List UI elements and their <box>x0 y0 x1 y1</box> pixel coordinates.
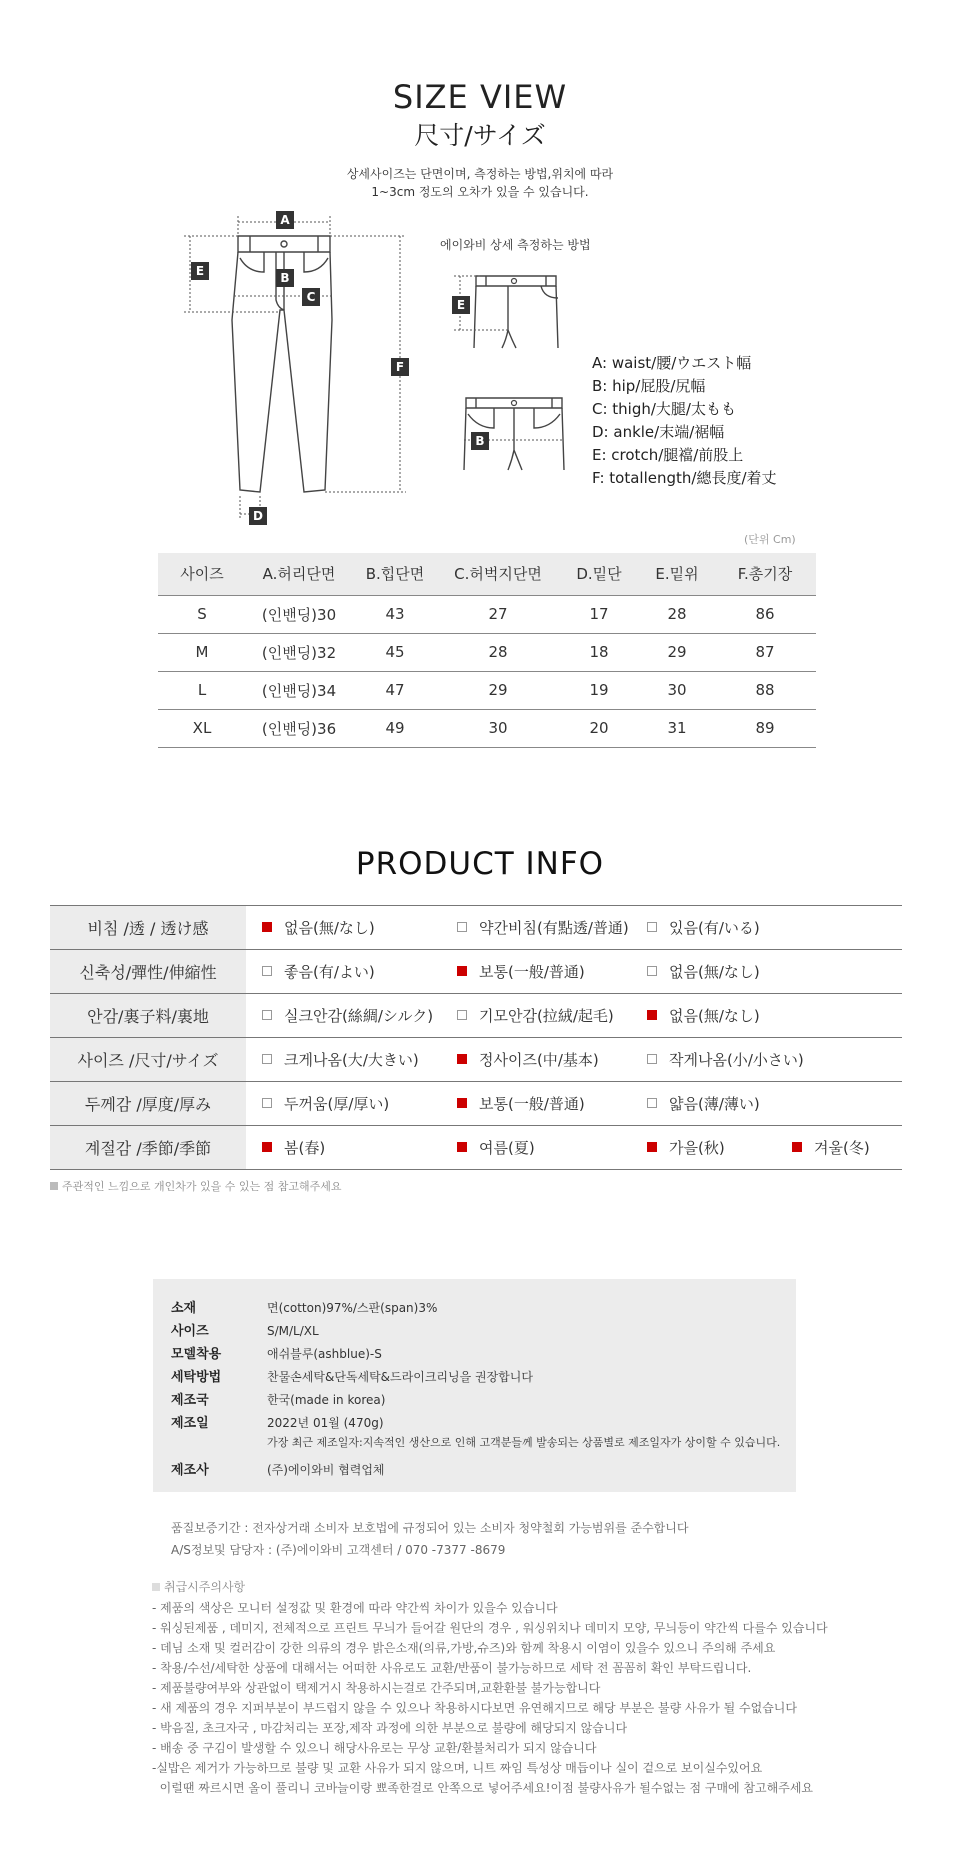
option-size-true <box>441 1038 631 1082</box>
note-text: 주관적인 느낌으로 개인차가 있을 수 있는 점 참고해주세요 <box>62 1180 342 1193</box>
product-info-note <box>50 1178 342 1194</box>
measurement-legend <box>592 352 777 490</box>
option-label: 없음(無/なし) <box>669 963 760 981</box>
checkbox-checked <box>457 1142 467 1152</box>
spec-row <box>171 1412 796 1435</box>
option-season-spring <box>246 1126 441 1170</box>
product-info-label: 비침 /透 / 透け感 <box>50 906 246 950</box>
product-info-table <box>50 905 902 1170</box>
unit-label: (단위 Cm) <box>744 533 796 546</box>
size-intro-line: 상세사이즈는 단면이며, 측정하는 방법,위치에 따라 <box>346 167 614 181</box>
pants-diagram <box>180 200 420 530</box>
spec-row <box>171 1320 796 1343</box>
product-info-label: 계절감 /季節/季節 <box>50 1126 246 1170</box>
option-label: 여름(夏) <box>479 1139 535 1157</box>
table-cell: 43 <box>352 595 438 633</box>
table-row <box>158 709 816 747</box>
care-item: - 제품불량여부와 상관없이 택제거시 착용하시는걸로 간주되며,교환환불 불가능합니다 <box>152 1681 601 1695</box>
care-title <box>152 1578 245 1595</box>
product-info-label: 안감/裏子料/裏地 <box>50 994 246 1038</box>
option-label: 얇음(薄/薄い) <box>669 1095 760 1113</box>
column-header: A.허리단면 <box>246 553 352 595</box>
option-lining-fleece <box>441 994 631 1038</box>
option-transparency-slight <box>441 906 631 950</box>
table-cell: 28 <box>438 633 558 671</box>
spec-value: 한국(made in korea) <box>267 1393 386 1407</box>
table-cell: 87 <box>714 633 816 671</box>
checkbox-unchecked <box>647 966 657 976</box>
checkbox-unchecked <box>457 922 467 932</box>
option-label: 겨울(冬) <box>814 1139 870 1157</box>
checkbox-checked <box>262 1142 272 1152</box>
spec-value: S/M/L/XL <box>267 1324 319 1338</box>
spec-key: 사이즈 <box>171 1324 209 1339</box>
checkbox-unchecked <box>262 1098 272 1108</box>
spec-row <box>171 1459 796 1482</box>
spec-value: 2022년 01월 (470g) <box>267 1416 384 1430</box>
option-label: 좋음(有/よい) <box>284 963 375 981</box>
option-label: 보통(一般/普通) <box>479 1095 585 1113</box>
option-label: 실크안감(絲綢/シルク) <box>284 1007 434 1025</box>
product-info-row <box>50 1038 902 1082</box>
legend-item: D: ankle/末端/裾幅 <box>592 423 725 441</box>
checkbox-checked <box>792 1142 802 1152</box>
guarantee-info <box>171 1517 688 1561</box>
spec-key: 모델착용 <box>171 1347 222 1362</box>
table-cell: XL <box>158 709 246 747</box>
column-header: B.힙단면 <box>352 553 438 595</box>
checkbox-unchecked <box>457 1010 467 1020</box>
table-row <box>158 671 816 709</box>
care-title-text: 취급시주의사항 <box>164 1580 246 1594</box>
spec-key: 세탁방법 <box>171 1370 222 1385</box>
checkbox-checked <box>647 1142 657 1152</box>
checkbox-checked <box>647 1010 657 1020</box>
option-label: 크게나옴(大/大きい) <box>284 1051 419 1069</box>
option-size-small <box>631 1038 902 1082</box>
option-size-large <box>246 1038 441 1082</box>
product-info-label: 신축성/彈性/伸縮性 <box>50 950 246 994</box>
option-stretch-good <box>246 950 441 994</box>
checkbox-unchecked <box>262 1010 272 1020</box>
table-cell: 49 <box>352 709 438 747</box>
size-view-subtitle: 尺寸/サイズ <box>414 121 546 150</box>
care-item: - 워싱된제품 , 데미지, 전체적으로 프린트 무늬가 들어갈 원단의 경우 , 워싱위치나 데미지 모양, 무늬등이 약간씩 다를수 있습니다 <box>152 1621 828 1635</box>
column-header: 사이즈 <box>158 553 246 595</box>
spec-box <box>153 1279 796 1492</box>
table-cell: 18 <box>558 633 640 671</box>
option-label: 기모안감(拉絨/起毛) <box>479 1007 614 1025</box>
product-info-row <box>50 1082 902 1126</box>
option-lining-none <box>631 994 902 1038</box>
table-cell: 30 <box>640 671 714 709</box>
size-intro <box>0 165 960 201</box>
method-label-e: E <box>452 296 470 314</box>
spec-value: 면(cotton)97%/스판(span)3% <box>267 1301 438 1315</box>
diagram-label-d: D <box>249 507 267 525</box>
guarantee-line: A/S정보및 담당자 : (주)에이와비 고객센터 / 070 -7377 -8679 <box>171 1543 506 1557</box>
option-transparency-yes <box>631 906 902 950</box>
table-cell: 29 <box>640 633 714 671</box>
checkbox-checked <box>457 1054 467 1064</box>
care-item: - 데님 소재 및 컬러감이 강한 의류의 경우 밝은소재(의류,가방,슈즈)와 함께 착용시 이염이 있을수 있으니 주의해 주세요 <box>152 1641 776 1655</box>
table-cell: 27 <box>438 595 558 633</box>
checkbox-unchecked <box>647 922 657 932</box>
table-cell: 17 <box>558 595 640 633</box>
size-intro-line: 1~3cm 정도의 오차가 있을 수 있습니다. <box>371 185 589 199</box>
table-row <box>158 633 816 671</box>
column-header: F.총기장 <box>714 553 816 595</box>
method-title: 에이와비 상세 측정하는 방법 <box>440 238 591 252</box>
option-stretch-normal <box>441 950 631 994</box>
checkbox-unchecked <box>647 1098 657 1108</box>
product-info-row <box>50 994 902 1038</box>
table-cell: (인밴딩)34 <box>246 671 352 709</box>
care-item: - 제품의 색상은 모니터 설정값 및 환경에 따라 약간씩 차이가 있을수 있습니다 <box>152 1601 558 1615</box>
option-label: 정사이즈(中/基本) <box>479 1051 599 1069</box>
checkbox-unchecked <box>262 966 272 976</box>
option-season-summer <box>441 1126 631 1170</box>
table-cell: 31 <box>640 709 714 747</box>
product-info-label: 사이즈 /尺寸/サイズ <box>50 1038 246 1082</box>
table-cell: 20 <box>558 709 640 747</box>
checkbox-checked <box>457 1098 467 1108</box>
table-cell: 89 <box>714 709 816 747</box>
spec-key: 제조사 <box>171 1463 209 1478</box>
size-view-title: SIZE VIEW <box>392 78 568 116</box>
option-label: 작게나옴(小/小さい) <box>669 1051 804 1069</box>
legend-item: C: thigh/大腿/太もも <box>592 400 736 418</box>
spec-row <box>171 1343 796 1366</box>
spec-value: 애쉬블루(ashblue)-S <box>267 1347 382 1361</box>
option-stretch-none <box>631 950 902 994</box>
care-item: - 새 제품의 경우 지퍼부분이 부드럽지 않을 수 있으나 착용하시다보면 유연해지므로 해당 부분은 불량 사유가 될 수없습니다 <box>152 1701 797 1715</box>
size-table <box>158 553 816 748</box>
column-header: E.밑위 <box>640 553 714 595</box>
spec-row <box>171 1366 796 1389</box>
manufacture-date-note: 가장 최근 제조일자:지속적인 생산으로 인해 고객분들께 발송되는 상품별로 제조일자가 상이할 수 있습니다. <box>267 1436 781 1449</box>
option-label: 가을(秋) <box>669 1139 725 1157</box>
option-label: 봄(春) <box>284 1139 326 1157</box>
table-cell: M <box>158 633 246 671</box>
option-lining-silk <box>246 994 441 1038</box>
diagram-label-b: B <box>276 269 294 287</box>
checkbox-unchecked <box>647 1054 657 1064</box>
care-item: - 박음질, 초크자국 , 마감처리는 포장,제작 과정에 의한 부분으로 불량에 해당되지 않습니다 <box>152 1721 628 1735</box>
spec-key: 소재 <box>171 1301 197 1316</box>
diagram-label-a: A <box>276 211 294 229</box>
table-cell: 45 <box>352 633 438 671</box>
diagram-label-f: F <box>391 358 409 376</box>
product-info-title: PRODUCT INFO <box>355 846 605 882</box>
checkbox-checked <box>457 966 467 976</box>
care-item: - 배송 중 구김이 발생할 수 있으니 해당사유로는 무상 교환/환불처리가 되지 않습니다 <box>152 1741 597 1755</box>
table-cell: 47 <box>352 671 438 709</box>
diagram-label-e: E <box>191 262 209 280</box>
checkbox-checked <box>262 922 272 932</box>
product-info-row <box>50 1126 902 1170</box>
spec-key: 제조국 <box>171 1393 209 1408</box>
option-label: 약간비침(有點透/普通) <box>479 919 629 937</box>
option-thickness-thin <box>631 1082 902 1126</box>
care-item: -실밥은 제거가 가능하므로 불량 및 교환 사유가 되지 않으며, 니트 짜임 특성상 매듭이나 실이 겉으로 보이실수있어요 <box>152 1761 763 1775</box>
care-list <box>152 1598 828 1798</box>
guarantee-line: 품질보증기간 : 전자상거래 소비자 보호법에 규정되어 있는 소비자 청약철회 가능범위를 준수합니다 <box>171 1521 689 1535</box>
spec-key: 제조일 <box>171 1416 209 1431</box>
option-label: 있음(有/いる) <box>669 919 760 937</box>
table-cell: (인밴딩)32 <box>246 633 352 671</box>
option-label: 없음(無/なし) <box>669 1007 760 1025</box>
table-cell: L <box>158 671 246 709</box>
legend-item: E: crotch/腿襠/前股上 <box>592 446 744 464</box>
table-cell: S <box>158 595 246 633</box>
bullet-square-icon <box>50 1182 58 1190</box>
table-cell: 30 <box>438 709 558 747</box>
option-label: 두꺼움(厚/厚い) <box>284 1095 390 1113</box>
table-cell: 29 <box>438 671 558 709</box>
product-info-label: 두께감 /厚度/厚み <box>50 1082 246 1126</box>
care-item: 이럴땐 짜르시면 올이 풀리니 코바늘이랑 뾰족한걸로 안쪽으로 넣어주세요!이점 불량사유가 될수없는 점 구매에 참고해주세요 <box>152 1781 814 1795</box>
column-header: C.허벅지단면 <box>438 553 558 595</box>
table-row <box>158 595 816 633</box>
spec-value: 찬물손세탁&단독세탁&드라이크리닝을 권장합니다 <box>267 1370 533 1384</box>
table-cell: 88 <box>714 671 816 709</box>
table-cell: (인밴딩)30 <box>246 595 352 633</box>
table-cell: 86 <box>714 595 816 633</box>
option-label: 보통(一般/普通) <box>479 963 585 981</box>
option-label: 없음(無/なし) <box>284 919 375 937</box>
care-item: - 착용/수선/세탁한 상품에 대해서는 어떠한 사유로도 교환/반품이 불가능하므로 세탁 전 꼼꼼히 확인 부탁드립니다. <box>152 1661 752 1675</box>
spec-value: (주)에이와비 협력업체 <box>267 1463 385 1477</box>
option-season-autumn <box>631 1126 776 1170</box>
method-label-b: B <box>471 432 489 450</box>
spec-row <box>171 1297 796 1320</box>
table-cell: (인밴딩)36 <box>246 709 352 747</box>
size-table-header-row <box>158 553 816 595</box>
option-thickness-normal <box>441 1082 631 1126</box>
spec-row <box>171 1389 796 1412</box>
diagram-label-c: C <box>302 288 320 306</box>
option-thickness-thick <box>246 1082 441 1126</box>
checkbox-unchecked <box>262 1054 272 1064</box>
bullet-square-icon <box>152 1583 160 1591</box>
option-season-winter <box>776 1126 902 1170</box>
product-info-row <box>50 906 902 950</box>
legend-item: A: waist/腰/ウエスト幅 <box>592 354 752 372</box>
legend-item: F: totallength/總長度/着丈 <box>592 469 777 487</box>
option-transparency-none <box>246 906 441 950</box>
legend-item: B: hip/屁股/尻幅 <box>592 377 706 395</box>
table-cell: 19 <box>558 671 640 709</box>
column-header: D.밑단 <box>558 553 640 595</box>
product-info-row <box>50 950 902 994</box>
table-cell: 28 <box>640 595 714 633</box>
